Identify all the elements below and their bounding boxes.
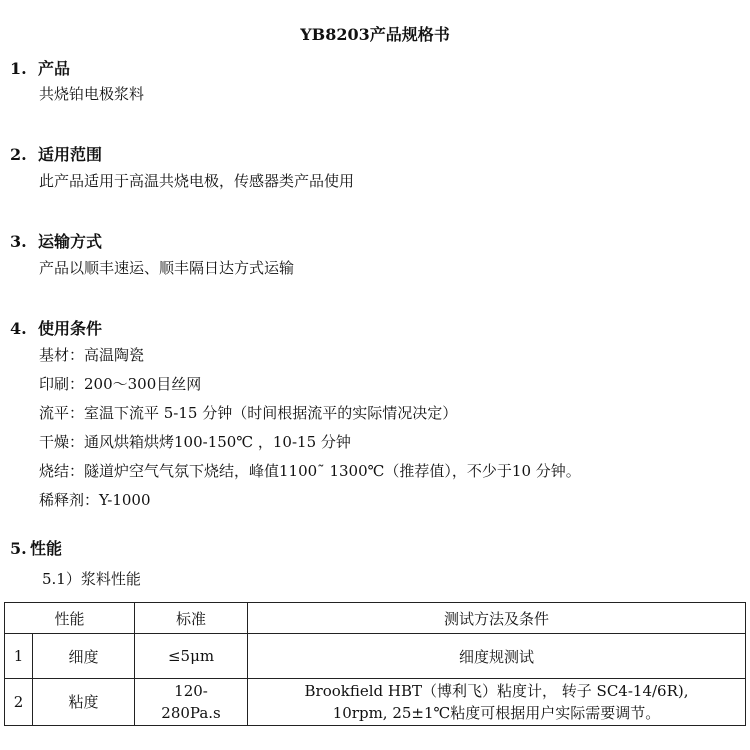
row-index: 1 [5,634,33,679]
row-standard-line: 280Pa.s [161,704,221,722]
section-5-heading [10,536,62,559]
header-property: 性能 [5,603,135,634]
section-5-number: 5. [10,539,27,558]
section-2-heading [10,142,102,165]
header-method: 测试方法及条件 [248,603,746,634]
section-2-line: 此产品适用于高温共烧电极，传感器类产品使用 [39,172,355,190]
row-standard-line: 120- [174,682,208,700]
section-2-title: 适用范围 [38,145,103,164]
condition-drying: 干燥：通风烘箱烘烤100-150℃ ，10-15 分钟 [39,433,351,451]
row-property: 细度 [33,634,135,679]
row-standard [135,679,248,726]
performance-table [4,602,746,726]
row-standard: ≤5μm [135,634,248,679]
subsection-title: 5.1）浆料性能 [42,570,141,588]
section-1-number: 1. [10,59,27,78]
section-1-line: 共烧铂电极浆料 [39,85,145,103]
section-5-title: 性能 [30,539,63,558]
condition-leveling: 流平：室温下流平 5-15 分钟（时间根据流平的实际情况决定） [39,404,458,422]
section-4-title: 使用条件 [38,319,103,338]
table-row [5,634,746,679]
section-4-heading [10,316,102,339]
table-header-row [5,603,746,634]
section-1-title: 产品 [38,59,71,78]
condition-sintering: 烧结：隧道炉空气气氛下烧结，峰值1100˜ 1300℃（推荐值），不少于10 分钟。 [39,462,581,480]
row-method: 细度规测试 [248,634,746,679]
section-3-line: 产品以顺丰速运、顺丰隔日达方式运输 [39,259,295,277]
row-method-line: Brookfield HBT（博利飞）粘度计， 转子 SC4-14/6R), [304,682,689,700]
row-method-line: 10rpm, 25±1℃粘度可根据用户实际需要调节。 [332,704,661,722]
section-3-heading [10,229,102,252]
condition-printing: 印刷：200～300目丝网 [39,375,202,393]
document-title: YB8203产品规格书 [300,25,450,44]
header-standard: 标准 [135,603,248,634]
condition-thinner: 稀释剂：Y-1000 [39,491,151,509]
section-1-heading [10,56,70,79]
section-3-title: 运输方式 [38,232,103,251]
section-4-number: 4. [10,319,27,338]
row-property: 粘度 [33,679,135,726]
section-3-number: 3. [10,232,27,251]
section-2-number: 2. [10,145,27,164]
table-row [5,679,746,726]
condition-substrate: 基材：高温陶瓷 [39,346,145,364]
row-index: 2 [5,679,33,726]
row-method [248,679,746,726]
